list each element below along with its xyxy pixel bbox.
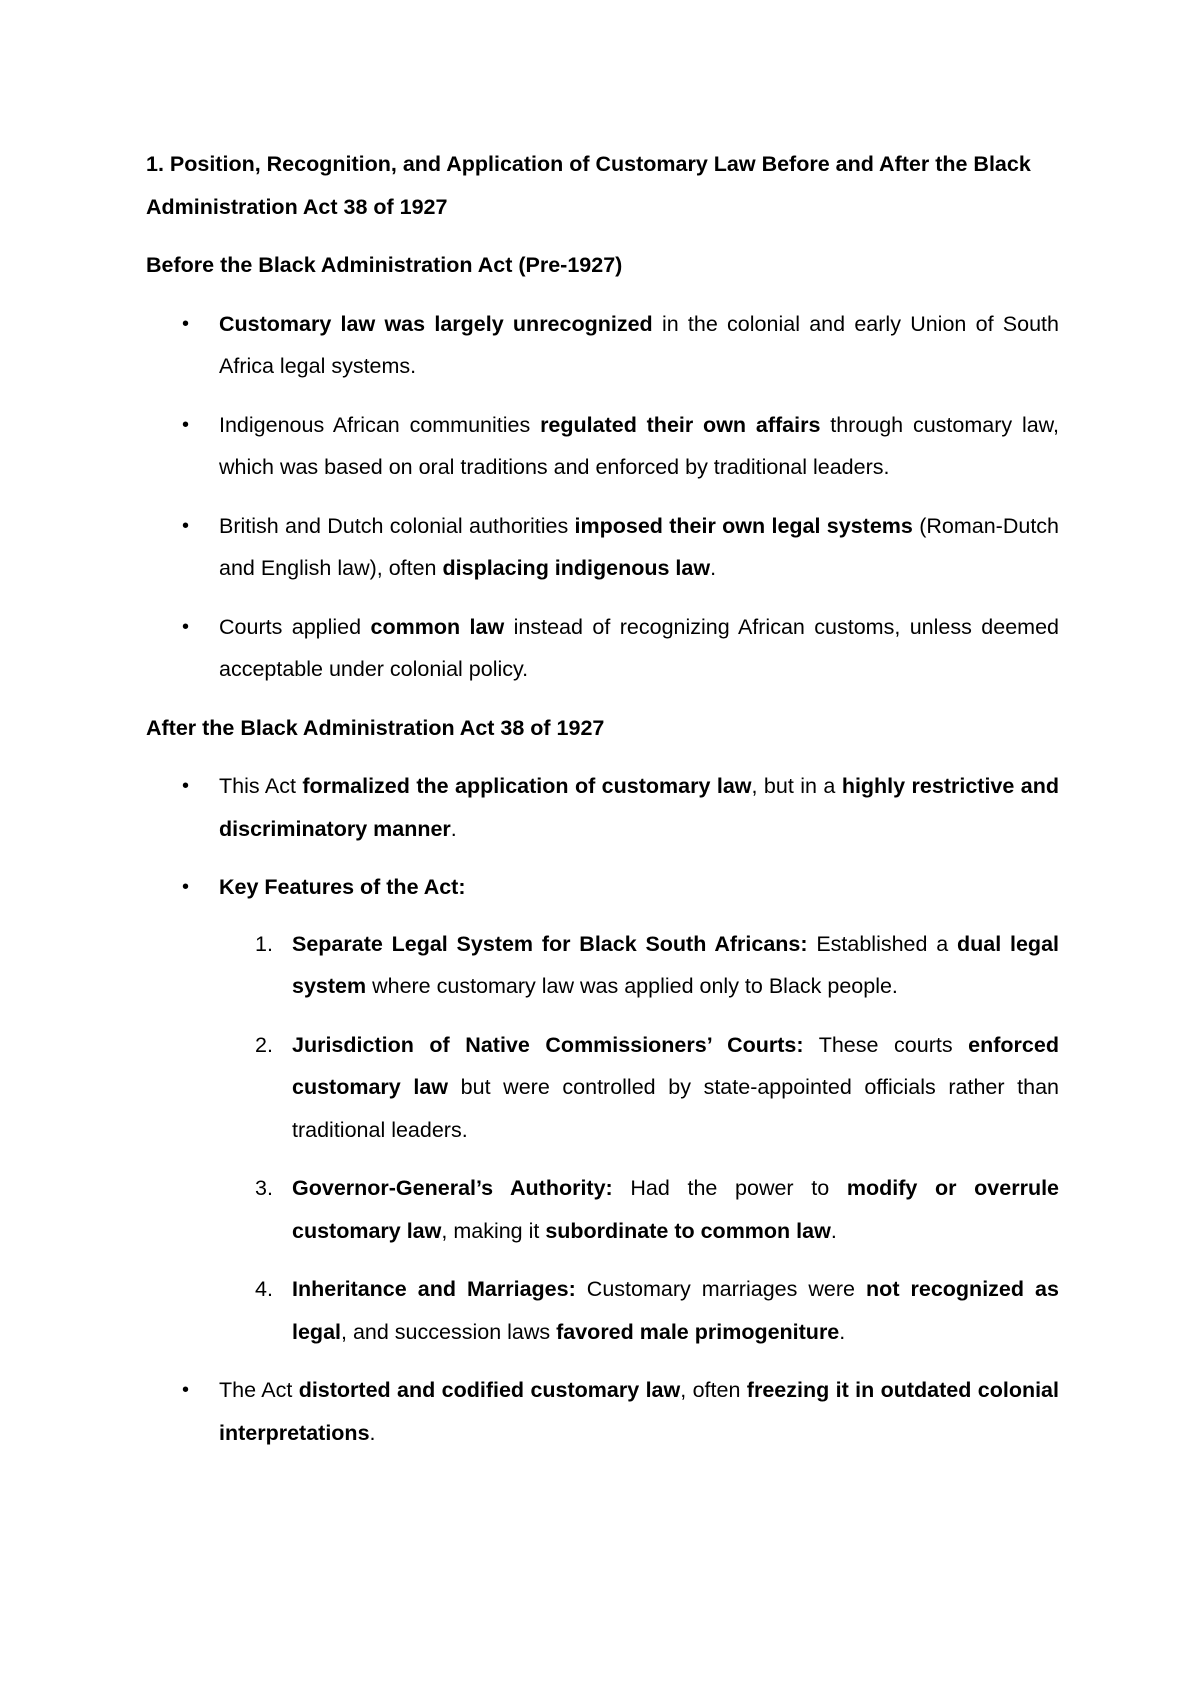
list-item	[146, 866, 1059, 1353]
numbered-item-text: Separate Legal System for Black South Africans: Established a dual legal system where customary law was applied only to Black people.	[292, 931, 1059, 998]
before-bullet-list	[146, 303, 1059, 691]
list-item-text: Key Features of the Act:	[219, 875, 466, 899]
item-number: 3.	[255, 1176, 273, 1200]
list-item	[146, 404, 1059, 489]
after-bullet-list	[146, 765, 1059, 1454]
numbered-item	[219, 1167, 1059, 1252]
numbered-item	[219, 1268, 1059, 1353]
bullet-icon: •	[182, 775, 190, 797]
list-item-text: Customary law was largely unrecognized in the colonial and early Union of South Africa legal systems.	[219, 311, 1059, 378]
numbered-item-text: Inheritance and Marriages: Customary marriages were not recognized as legal, and succession laws favored male primogeniture.	[292, 1277, 1059, 1344]
list-item-text: This Act formalized the application of customary law, but in a highly restrictive and discriminatory manner.	[219, 774, 1059, 841]
bullet-icon: •	[182, 312, 190, 335]
item-number: 1.	[255, 931, 273, 956]
list-item	[146, 765, 1059, 850]
section-heading-after: After the Black Administration Act 38 of 1927	[146, 715, 605, 740]
list-item	[146, 505, 1059, 590]
list-item	[146, 303, 1059, 388]
bullet-icon: •	[182, 615, 190, 638]
key-features-list	[219, 923, 1059, 1354]
list-item	[146, 1369, 1059, 1454]
bullet-icon: •	[182, 514, 190, 537]
list-item-text: Courts applied common law instead of recognizing African customs, unless deemed acceptable under colonial policy.	[219, 614, 1059, 681]
item-number: 2.	[255, 1032, 273, 1057]
numbered-item	[219, 1024, 1059, 1152]
list-item-text: British and Dutch colonial authorities imposed their own legal systems (Roman-Dutch and English law), often displacing indigenous law.	[219, 513, 1059, 580]
list-item-text: The Act distorted and codified customary law, often freezing it in outdated colonial interpretations.	[219, 1378, 1059, 1445]
numbered-item	[219, 923, 1059, 1008]
list-item	[146, 606, 1059, 691]
numbered-item-text: Jurisdiction of Native Commissioners’ Courts: These courts enforced customary law but were controlled by state-appointed officials rather than traditional leaders.	[292, 1032, 1059, 1142]
section-heading-before: Before the Black Administration Act (Pre-1927)	[146, 253, 623, 277]
item-number: 4.	[255, 1277, 273, 1301]
bullet-icon: •	[182, 876, 190, 898]
document-title: 1. Position, Recognition, and Application of Customary Law Before and After the Black Administration Act 38 of 1927	[146, 152, 1031, 219]
bullet-icon: •	[182, 1379, 190, 1401]
numbered-item-text: Governor-General’s Authority: Had the power to modify or overrule customary law, making it subordinate to common law.	[292, 1176, 1060, 1243]
list-item-text: Indigenous African communities regulated their own affairs through customary law, which was based on oral traditions and enforced by traditional leaders.	[219, 412, 1059, 479]
bullet-icon: •	[182, 413, 190, 436]
